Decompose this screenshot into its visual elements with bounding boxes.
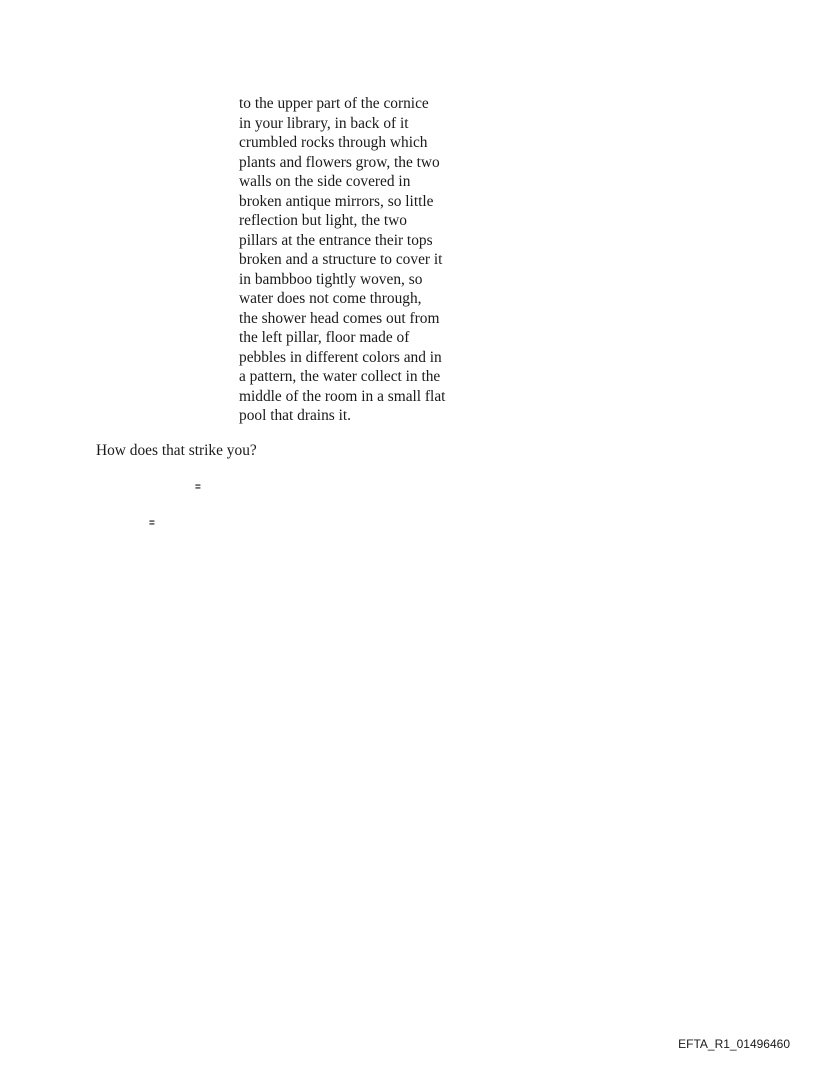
paragraph-line: broken and a structure to cover it [239, 251, 443, 268]
paragraph-line: plants and flowers grow, the two [239, 153, 440, 171]
paragraph-line: a pattern, the water collect in the [239, 368, 441, 385]
paragraph-line: pillars at the entrance their tops [239, 231, 433, 249]
paragraph-line: broken antique mirrors, so little [239, 192, 434, 210]
indented-paragraph [239, 94, 539, 426]
paragraph-line: the left pillar, floor made of [239, 329, 410, 346]
paragraph-line: crumbled rocks through which [239, 134, 428, 151]
paragraph-line: in your library, in back of it [239, 114, 409, 132]
paragraph-line: water does not come through, [239, 290, 422, 307]
paragraph-line: to the upper part of the cornice [239, 95, 429, 112]
paragraph-line: reflection but light, the two [239, 212, 407, 229]
paragraph-line: the shower head comes out from [239, 309, 440, 327]
paragraph-line: in bambboo tightly woven, so [239, 270, 423, 288]
equals-marker: = [195, 482, 201, 493]
question-line: How does that strike you? [96, 442, 257, 459]
paragraph-line: middle of the room in a small flat [239, 387, 446, 405]
paragraph-line: pool that drains it. [239, 407, 351, 424]
paragraph-line: walls on the side covered in [239, 173, 411, 190]
equals-marker: = [149, 518, 155, 529]
paragraph-line: pebbles in different colors and in [239, 348, 442, 366]
document-id: EFTA_R1_01496460 [678, 1037, 790, 1051]
